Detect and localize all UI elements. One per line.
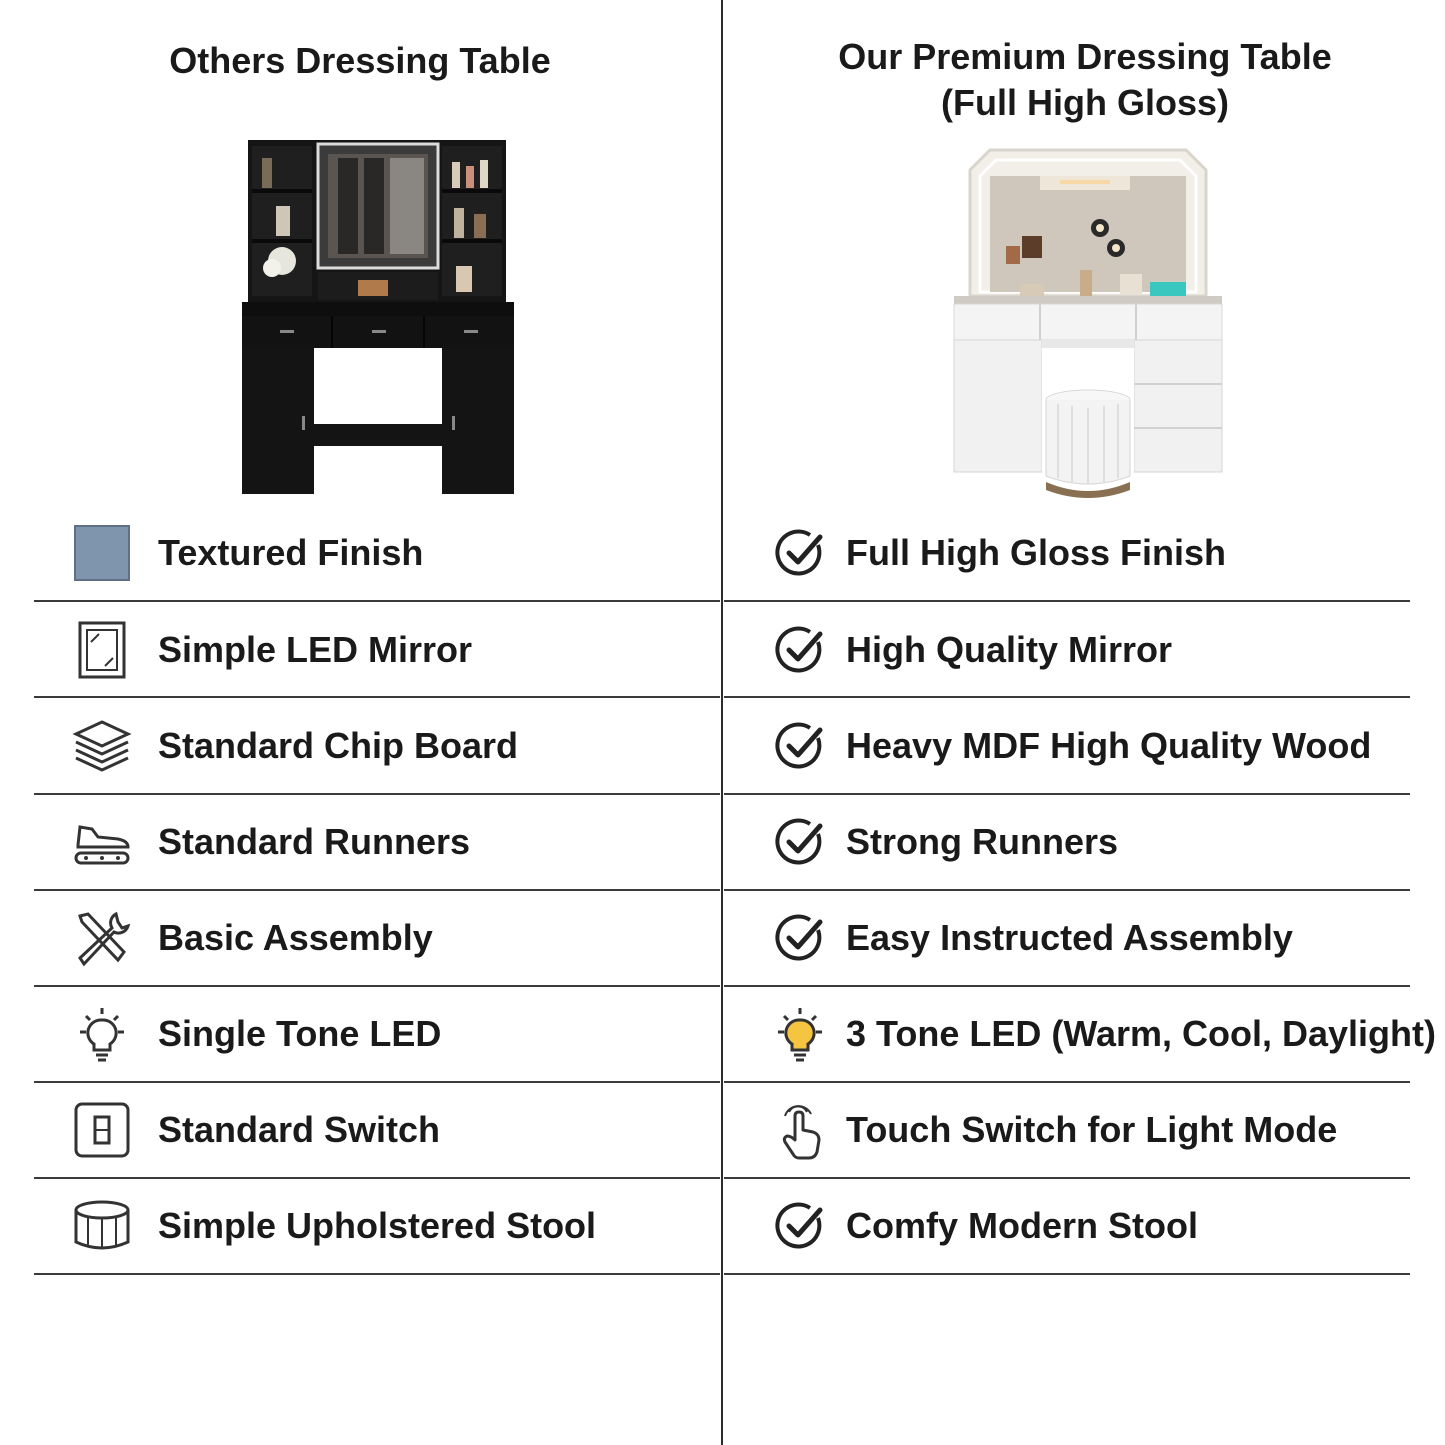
check-circle-icon bbox=[770, 1196, 830, 1256]
right-feature-label: High Quality Mirror bbox=[846, 629, 1173, 670]
check-circle-icon bbox=[770, 620, 830, 680]
check-circle-icon bbox=[770, 716, 830, 776]
right-feature-row-5 bbox=[724, 890, 1410, 986]
left-feature-label: Standard Switch bbox=[158, 1109, 441, 1150]
texture-swatch-icon bbox=[72, 523, 132, 583]
left-feature-row-8 bbox=[34, 1178, 720, 1274]
right-feature-row-1 bbox=[724, 505, 1410, 601]
lightbulb-icon bbox=[72, 1004, 132, 1064]
right-column-title bbox=[760, 34, 1410, 126]
right-feature-row-4 bbox=[724, 794, 1410, 890]
right-feature-row-3 bbox=[724, 698, 1410, 794]
left-feature-row-4 bbox=[34, 794, 720, 890]
left-feature-row-6 bbox=[34, 986, 720, 1082]
check-circle-icon bbox=[770, 812, 830, 872]
right-title-line2: (Full High Gloss) bbox=[941, 82, 1229, 123]
row-rule bbox=[724, 1273, 1410, 1275]
white-gloss-dressing-table-image bbox=[950, 146, 1226, 506]
left-column-title: Others Dressing Table bbox=[169, 40, 551, 81]
check-circle-icon bbox=[770, 523, 830, 583]
right-feature-label: Touch Switch for Light Mode bbox=[846, 1109, 1338, 1150]
runner-rail-icon bbox=[72, 812, 132, 872]
left-feature-row-7 bbox=[34, 1082, 720, 1178]
left-feature-row-5 bbox=[34, 890, 720, 986]
left-feature-label: Standard Chip Board bbox=[158, 725, 519, 766]
right-feature-label: 3 Tone LED (Warm, Cool, Daylight) bbox=[846, 1013, 1437, 1054]
right-feature-row-6 bbox=[724, 986, 1437, 1082]
tools-icon bbox=[72, 908, 132, 968]
left-feature-label: Textured Finish bbox=[158, 532, 424, 573]
right-feature-row-2 bbox=[724, 602, 1410, 698]
right-feature-row-7 bbox=[724, 1082, 1410, 1178]
stool-icon bbox=[72, 1196, 132, 1256]
touch-hand-icon bbox=[770, 1100, 830, 1160]
left-feature-label: Standard Runners bbox=[158, 821, 471, 862]
center-divider bbox=[721, 0, 723, 1445]
layers-icon bbox=[72, 716, 132, 776]
left-feature-label: Basic Assembly bbox=[158, 917, 433, 958]
right-feature-label: Easy Instructed Assembly bbox=[846, 917, 1293, 958]
left-feature-row-3 bbox=[34, 698, 720, 794]
black-dressing-table-image bbox=[240, 136, 516, 498]
row-rule bbox=[34, 1273, 720, 1275]
switch-icon bbox=[72, 1100, 132, 1160]
left-feature-label: Simple Upholstered Stool bbox=[158, 1205, 597, 1246]
right-feature-label: Strong Runners bbox=[846, 821, 1119, 862]
right-title-line1: Our Premium Dressing Table bbox=[838, 36, 1332, 77]
right-feature-label: Comfy Modern Stool bbox=[846, 1205, 1198, 1246]
right-feature-label: Full High Gloss Finish bbox=[846, 532, 1227, 573]
check-circle-icon bbox=[770, 908, 830, 968]
right-feature-row-8 bbox=[724, 1178, 1410, 1274]
lightbulb-glow-icon bbox=[770, 1004, 830, 1064]
left-feature-row-1 bbox=[34, 505, 720, 601]
right-feature-label: Heavy MDF High Quality Wood bbox=[846, 725, 1372, 766]
left-feature-label: Simple LED Mirror bbox=[158, 629, 473, 670]
left-feature-label: Single Tone LED bbox=[158, 1013, 442, 1054]
mirror-icon bbox=[72, 620, 132, 680]
left-feature-row-2 bbox=[34, 602, 720, 698]
